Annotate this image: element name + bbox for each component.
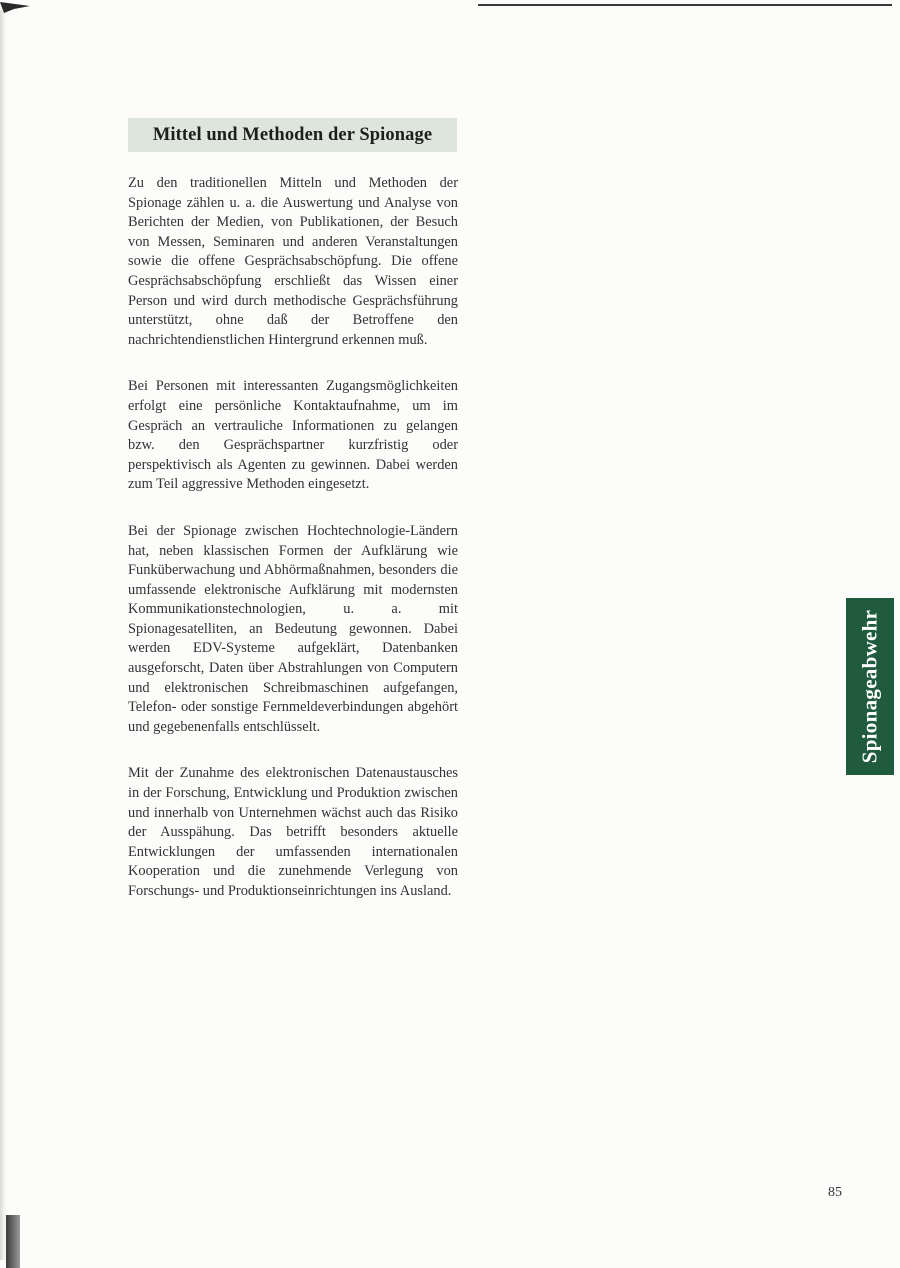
scan-corner-mark (0, 0, 30, 14)
binding-edge-mark (6, 1215, 20, 1268)
paragraph-traditional-methods: Zu den traditionellen Mitteln und Methoden der Spionage zählen u. a. die Auswertung und Analyse von Berichten der Medien, von Publikationen, der Besuch von Messen, Seminaren und anderen Veranstaltungen sowie die offene Gesprächsabschöpfung. Die offene Gesprächsabschöpfung erschließt das Wissen einer Person und wird durch methodische Gesprächsführung unterstützt, ohne daß der Betroffene den nachrichtendienstlichen Hintergrund erkennen muß. (128, 175, 458, 348)
paragraph-data-exchange-risk: Mit der Zunahme des elektronischen Datenaustausches in der Forschung, Entwicklung und Produktion zwischen und innerhalb von Unternehmen wächst auch das Risiko der Ausspähung. Das betrifft besonders aktuelle Entwicklungen der umfassenden internationalen Kooperation und die zunehmende Verlegung von Forschungs- und Produktionseinrichtungen ins Ausland. (128, 765, 458, 899)
section-heading-box (128, 118, 457, 152)
body-text (128, 174, 458, 929)
section-heading: Mittel und Methoden der Spionage (152, 124, 433, 145)
chapter-side-tab (846, 598, 894, 775)
page-edge-shadow (0, 10, 6, 1260)
paragraph-personal-contact: Bei Personen mit interessanten Zugangsmöglichkeiten erfolgt eine persönliche Kontaktaufnahme, um im Gespräch an vertrauliche Informationen zu gelangen bzw. den Gesprächspartner kurzfristig oder perspektivisch als Agenten zu gewinnen. Dabei werden zum Teil aggressive Methoden eingesetzt. (128, 378, 458, 493)
chapter-side-tab-label: Spionageabwehr (857, 609, 882, 764)
paragraph-electronic-reconnaissance: Bei der Spionage zwischen Hochtechnologie-Ländern hat, neben klassischen Formen der Aufklärung wie Funküberwachung und Abhörmaßnahmen, besonders die umfassende elektronische Aufklärung mit modernsten Kommunikationstechnologien, u. a. mit Spionagesatelliten, an Bedeutung gewonnen. Dabei werden EDV-Systeme aufgeklärt, Datenbanken ausgeforscht, Daten über Abstrahlungen von Computern und elektronischen Schreibmaschinen aufgefangen, Telefon- oder sonstige Fernmeldeverbindungen abgehört und gegebenenfalls entschlüsselt. (128, 522, 458, 735)
page-number: 85 (828, 1185, 842, 1200)
top-rule (478, 4, 892, 6)
